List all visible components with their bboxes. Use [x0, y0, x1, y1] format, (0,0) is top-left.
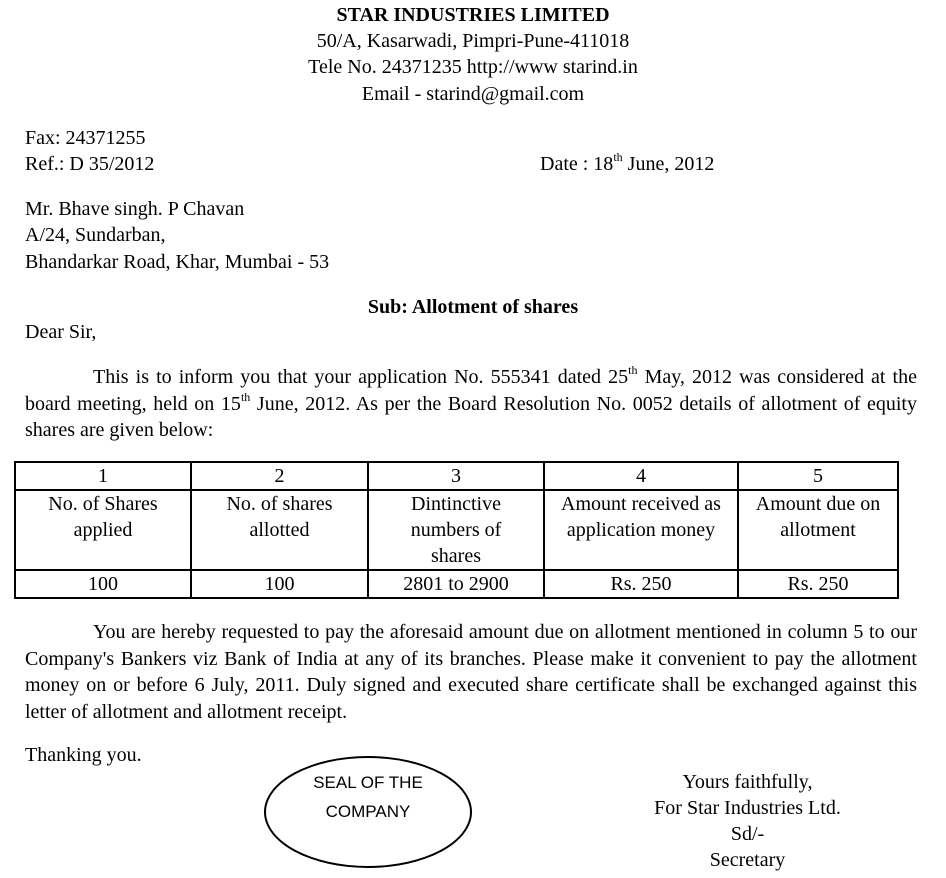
- reference-number: Ref.: D 35/2012: [25, 153, 155, 175]
- signoff-company: For Star Industries Ltd.: [654, 797, 841, 819]
- table-cell: 100: [191, 570, 368, 598]
- table-cell: Rs. 250: [544, 570, 738, 598]
- company-name: STAR INDUSTRIES LIMITED: [336, 4, 610, 26]
- column-header: Amount due on allotment: [738, 490, 898, 570]
- company-phone: Tele No. 24371235 http://www starind.in: [308, 56, 638, 78]
- recipient-address-line1: A/24, Sundarban,: [25, 224, 166, 246]
- column-header: No. of shares allotted: [191, 490, 368, 570]
- fax-number: Fax: 24371255: [25, 127, 146, 149]
- column-header: Amount received as application money: [544, 490, 738, 570]
- payment-paragraph: You are hereby requested to pay the aforesaid amount due on allotment mentioned in column 5 to our Company's Bankers viz Bank of India at any of its branches. Please make it convenient to pay the allotment money on or before 6 July, 2011. Duly signed and executed share certificate shall be exchanged against this letter of allotment and allotment receipt.: [25, 621, 917, 723]
- recipient-name: Mr. Bhave singh. P Chavan: [25, 198, 245, 220]
- letter-date: Date : 18th June, 2012: [540, 150, 715, 175]
- signoff-signature: Sd/-: [730, 823, 765, 845]
- table-number-row: [15, 462, 898, 490]
- column-number: 1: [15, 462, 191, 490]
- company-seal: [264, 756, 472, 868]
- salutation: Dear Sir,: [25, 321, 97, 343]
- signoff-designation: Secretary: [709, 849, 786, 871]
- closing-line: Thanking you.: [25, 744, 142, 766]
- column-number: 3: [368, 462, 544, 490]
- company-address: 50/A, Kasarwadi, Pimpri-Pune-411018: [316, 30, 630, 52]
- column-number: 5: [738, 462, 898, 490]
- table-cell: 100: [15, 570, 191, 598]
- allotment-table: [14, 461, 899, 599]
- subject-line: Sub: Allotment of shares: [367, 296, 579, 318]
- seal-text-line2: COMPANY: [325, 802, 411, 821]
- seal-text-line1: SEAL OF THE: [313, 773, 423, 792]
- column-number: 4: [544, 462, 738, 490]
- table-cell: Rs. 250: [738, 570, 898, 598]
- signoff-line: Yours faithfully,: [682, 771, 813, 793]
- intro-paragraph: This is to inform you that your application No. 555341 dated 25th May, 2012 was considered at the board meeting, held on 15th June, 2012. As per the Board Resolution No. 0052 details of allotment of equity shares are given below:: [25, 363, 917, 441]
- column-header: No. of Shares applied: [15, 490, 191, 570]
- table-cell: 2801 to 2900: [368, 570, 544, 598]
- column-header: Dintinctive numbers of shares: [368, 490, 544, 570]
- company-email: Email - starind@gmail.com: [361, 83, 585, 105]
- table-header-row: [15, 490, 898, 570]
- column-number: 2: [191, 462, 368, 490]
- table-row: [15, 570, 898, 598]
- recipient-address-line2: Bhandarkar Road, Khar, Mumbai - 53: [25, 251, 330, 273]
